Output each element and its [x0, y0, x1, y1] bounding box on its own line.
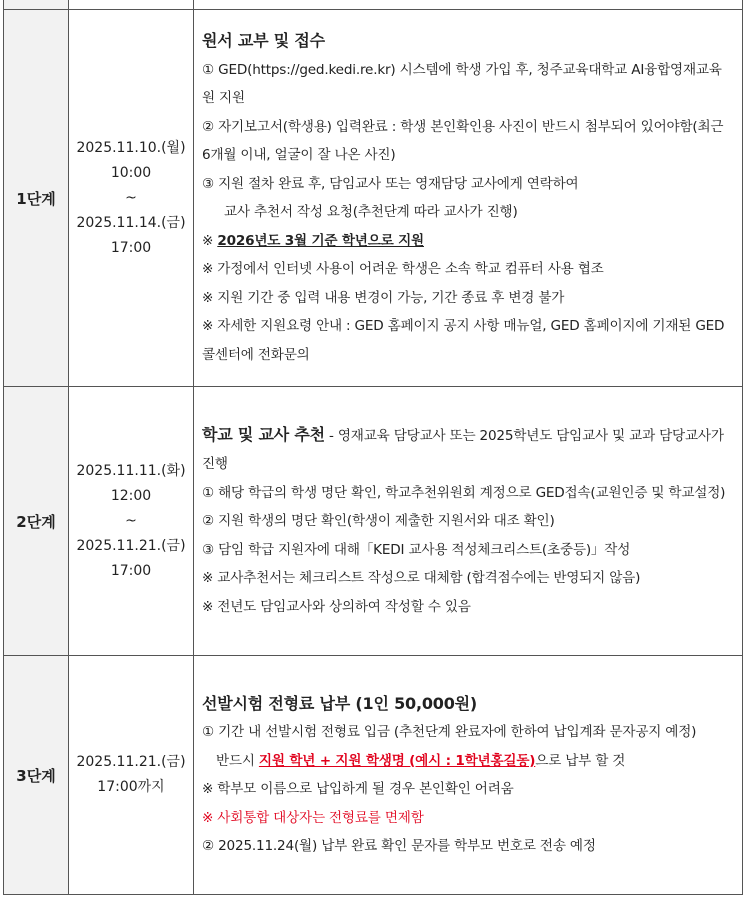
- schedule-table: [3, 0, 743, 895]
- desc-line: ② 2025.11.24(월) 납부 완료 확인 문자를 학부모 번호로 전송 예정: [202, 838, 596, 854]
- due-date: 2025.11.21.(금): [76, 754, 186, 770]
- description-cell: [194, 10, 743, 387]
- end-date: 2025.11.14.(금): [76, 214, 186, 231]
- section-title-rest: - 영재교육 담당교사 또는 2025학년도 담임교사 및 교과 담당교사가 진행: [202, 427, 724, 473]
- desc-line: ※ 학부모 이름으로 납입하게 될 경우 본인확인 어려움: [202, 781, 514, 797]
- table-row-stage-3: [4, 656, 743, 895]
- start-time: 10:00: [110, 164, 152, 181]
- desc-line-emphasis: [202, 747, 734, 776]
- top-desc-cell: [194, 0, 743, 10]
- stage-label: 1단계: [4, 10, 69, 387]
- desc-line: ※ 지원 기간 중 입력 내용 변경이 가능, 기간 종료 후 변경 불가: [202, 289, 565, 306]
- desc-line: ※ 전년도 담임교사와 상의하여 작성할 수 있음: [202, 598, 471, 615]
- payment-suffix: 으로 납부 할 것: [535, 752, 626, 769]
- start-date: 2025.11.10.(월): [76, 139, 186, 156]
- section-title-line: [202, 421, 734, 479]
- grade-basis-note: 2026년도 3월 기준 학년으로 지원: [217, 232, 424, 249]
- payment-name-format: 지원 학년 + 지원 학생명 (예시 : 1학년홍길동): [258, 752, 536, 769]
- date-cell: [69, 10, 194, 387]
- note-mark: ※: [202, 232, 218, 249]
- table-row-stage-1: [4, 10, 743, 387]
- desc-line: ③ 지원 절차 완료 후, 담임교사 또는 영재담당 교사에게 연락하여: [202, 175, 579, 192]
- start-date: 2025.11.11.(화): [76, 462, 186, 479]
- date-cell: [69, 387, 194, 656]
- range-tilde: ~: [125, 189, 137, 206]
- section-title: 원서 교부 및 접수: [202, 31, 325, 50]
- section-title: 선발시험 전형료 납부 (1인 50,000원): [202, 693, 477, 713]
- stage-label: 2단계: [4, 387, 69, 656]
- desc-line: ① GED(https://ged.kedi.re.kr) 시스템에 학생 가입 후, 청주교육대학교 AI융합영재교육원 지원: [202, 61, 722, 106]
- desc-line-red: ※ 사회통합 대상자는 전형료를 면제함: [202, 809, 424, 826]
- desc-line: ※ 교사추천서는 체크리스트 작성으로 대체함 (합격점수에는 반영되지 않음): [202, 570, 641, 587]
- due-time: 17:00까지: [97, 779, 165, 795]
- desc-line: 교사 추천서 작성 요청(추천단계 따라 교사가 진행): [224, 204, 518, 220]
- description-cell: [194, 656, 743, 895]
- desc-line: ③ 담임 학급 지원자에 대해「KEDI 교사용 적성체크리스트(초중등)」작성: [202, 541, 631, 558]
- section-title: 학교 및 교사 추천: [202, 424, 325, 444]
- end-time: 17:00: [110, 239, 152, 256]
- description-cell: [194, 387, 743, 656]
- date-cell: [69, 656, 194, 895]
- stage-label: 3단계: [4, 656, 69, 895]
- table-top-row: [4, 0, 743, 10]
- desc-line: ② 지원 학생의 명단 확인(학생이 제출한 지원서와 대조 확인): [202, 513, 555, 530]
- desc-line: ① 해당 학급의 학생 명단 확인, 학교추천위원회 계정으로 GED접속(교원인증 및 학교설정): [202, 484, 726, 501]
- range-tilde: ~: [125, 512, 137, 529]
- desc-line: ※ 가정에서 인터넷 사용이 어려운 학생은 소속 학교 컴퓨터 사용 협조: [202, 261, 604, 277]
- desc-line-emphasis: [202, 227, 734, 256]
- desc-line: ① 기간 내 선발시험 전형료 입금 (추천단계 완료자에 한하여 납입계좌 문자공지 예정): [202, 724, 697, 740]
- desc-line: ② 자기보고서(학생용) 입력완료 : 학생 본인확인용 사진이 반드시 첨부되어 있어야함(최근 6개월 이내, 얼굴이 잘 나온 사진): [202, 118, 724, 163]
- table-row-stage-2: [4, 387, 743, 656]
- top-stage-cell: [4, 0, 69, 10]
- end-date: 2025.11.21.(금): [76, 537, 186, 554]
- top-date-cell: [69, 0, 194, 10]
- payment-prefix: 반드시: [216, 752, 259, 769]
- desc-line: ※ 자세한 지원요령 안내 : GED 홈페이지 공지 사항 매뉴얼, GED 홈페이지에 기재된 GED 콜센터에 전화문의: [202, 318, 725, 363]
- start-time: 12:00: [110, 487, 152, 504]
- end-time: 17:00: [110, 562, 152, 579]
